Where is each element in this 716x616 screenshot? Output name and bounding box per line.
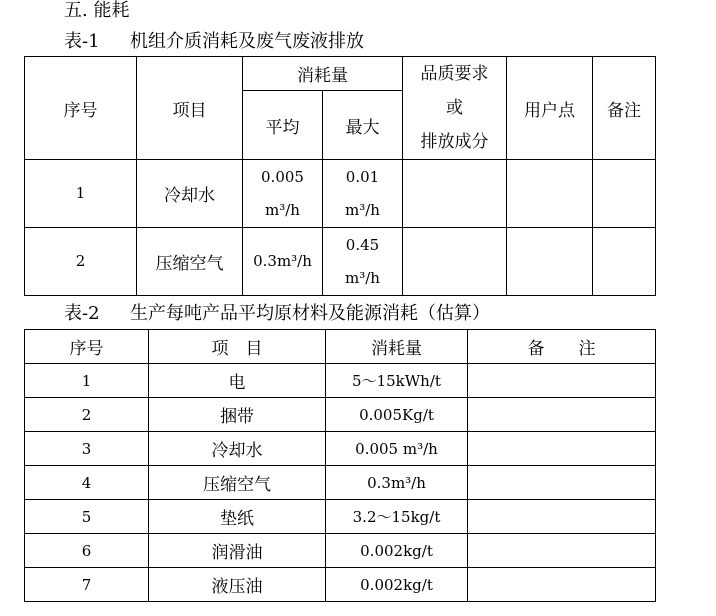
row-item: 压缩空气 — [149, 466, 326, 500]
row-item: 液压油 — [149, 568, 326, 602]
table-row — [25, 568, 656, 602]
row-max-value: 0.45 — [345, 235, 380, 254]
row-no: 2 — [25, 228, 137, 296]
row-max-unit: m³/h — [345, 268, 380, 287]
row-remarks — [468, 432, 656, 466]
table2-caption-text: 生产每吨产品平均原材料及能源消耗（估算） — [130, 303, 490, 324]
header-max: 最大 — [323, 91, 403, 160]
row-consumption: 0.002kg/t — [326, 568, 468, 602]
row-consumption: 0.005 m³/h — [326, 432, 468, 466]
row-remarks — [468, 364, 656, 398]
row-no: 7 — [25, 568, 149, 602]
raw-material-consumption-table — [24, 329, 656, 602]
header-quality-line2: 或 — [446, 98, 463, 118]
row-average-value: 0.005 — [261, 167, 304, 186]
media-consumption-table — [24, 56, 656, 296]
row-consumption: 5～15kWh/t — [326, 364, 468, 398]
row-item: 冷却水 — [137, 160, 243, 228]
row-no: 2 — [25, 398, 149, 432]
row-no: 3 — [25, 432, 149, 466]
row-remarks — [468, 500, 656, 534]
table-row — [25, 500, 656, 534]
header-no: 序号 — [25, 330, 149, 364]
row-item: 捆带 — [149, 398, 326, 432]
row-consumption: 0.005Kg/t — [326, 398, 468, 432]
row-no: 5 — [25, 500, 149, 534]
row-max — [323, 228, 403, 296]
header-item: 项目 — [137, 57, 243, 160]
header-quality-line3: 排放成分 — [420, 132, 489, 152]
row-remarks — [468, 398, 656, 432]
row-item: 压缩空气 — [137, 228, 243, 296]
row-consumption: 0.3m³/h — [326, 466, 468, 500]
header-no: 序号 — [25, 57, 137, 160]
table-row — [25, 160, 656, 228]
row-average — [243, 228, 323, 296]
row-remarks — [468, 568, 656, 602]
row-no: 1 — [25, 364, 149, 398]
row-user-point — [507, 228, 593, 296]
table2-caption-number: 表-2 — [64, 303, 100, 324]
table1-caption-number: 表-1 — [64, 31, 100, 52]
row-quality — [403, 228, 507, 296]
row-consumption: 3.2～15kg/t — [326, 500, 468, 534]
row-max-unit: m³/h — [345, 200, 380, 219]
row-no: 6 — [25, 534, 149, 568]
row-average-value: 0.3m³/h — [253, 252, 312, 270]
section-title: 五. 能耗 — [64, 0, 130, 21]
row-max-value: 0.01 — [345, 167, 380, 186]
header-average: 平均 — [243, 91, 323, 160]
table-row — [25, 432, 656, 466]
row-average — [243, 160, 323, 228]
row-item: 润滑油 — [149, 534, 326, 568]
row-item: 垫纸 — [149, 500, 326, 534]
table-row — [25, 364, 656, 398]
row-consumption: 0.002kg/t — [326, 534, 468, 568]
header-remarks: 备注 — [593, 57, 656, 160]
header-consumption: 消耗量 — [243, 57, 403, 91]
header-quality-line1: 品质要求 — [420, 64, 489, 84]
row-user-point — [507, 160, 593, 228]
row-no: 1 — [25, 160, 137, 228]
table-row — [25, 228, 656, 296]
row-remarks — [593, 228, 656, 296]
row-no: 4 — [25, 466, 149, 500]
row-remarks — [468, 534, 656, 568]
header-item: 项 目 — [149, 330, 326, 364]
row-remarks — [468, 466, 656, 500]
table-row — [25, 534, 656, 568]
table-row — [25, 466, 656, 500]
header-quality — [403, 57, 507, 160]
table1-caption-text: 机组介质消耗及废气废液排放 — [130, 31, 364, 52]
table-row — [25, 398, 656, 432]
header-consumption: 消耗量 — [326, 330, 468, 364]
row-remarks — [593, 160, 656, 228]
row-quality — [403, 160, 507, 228]
row-max — [323, 160, 403, 228]
header-remarks: 备 注 — [468, 330, 656, 364]
row-item: 电 — [149, 364, 326, 398]
header-user-point: 用户点 — [507, 57, 593, 160]
table1-caption — [64, 31, 364, 53]
row-item: 冷却水 — [149, 432, 326, 466]
row-average-unit: m³/h — [265, 200, 300, 219]
table2-caption — [64, 303, 490, 325]
